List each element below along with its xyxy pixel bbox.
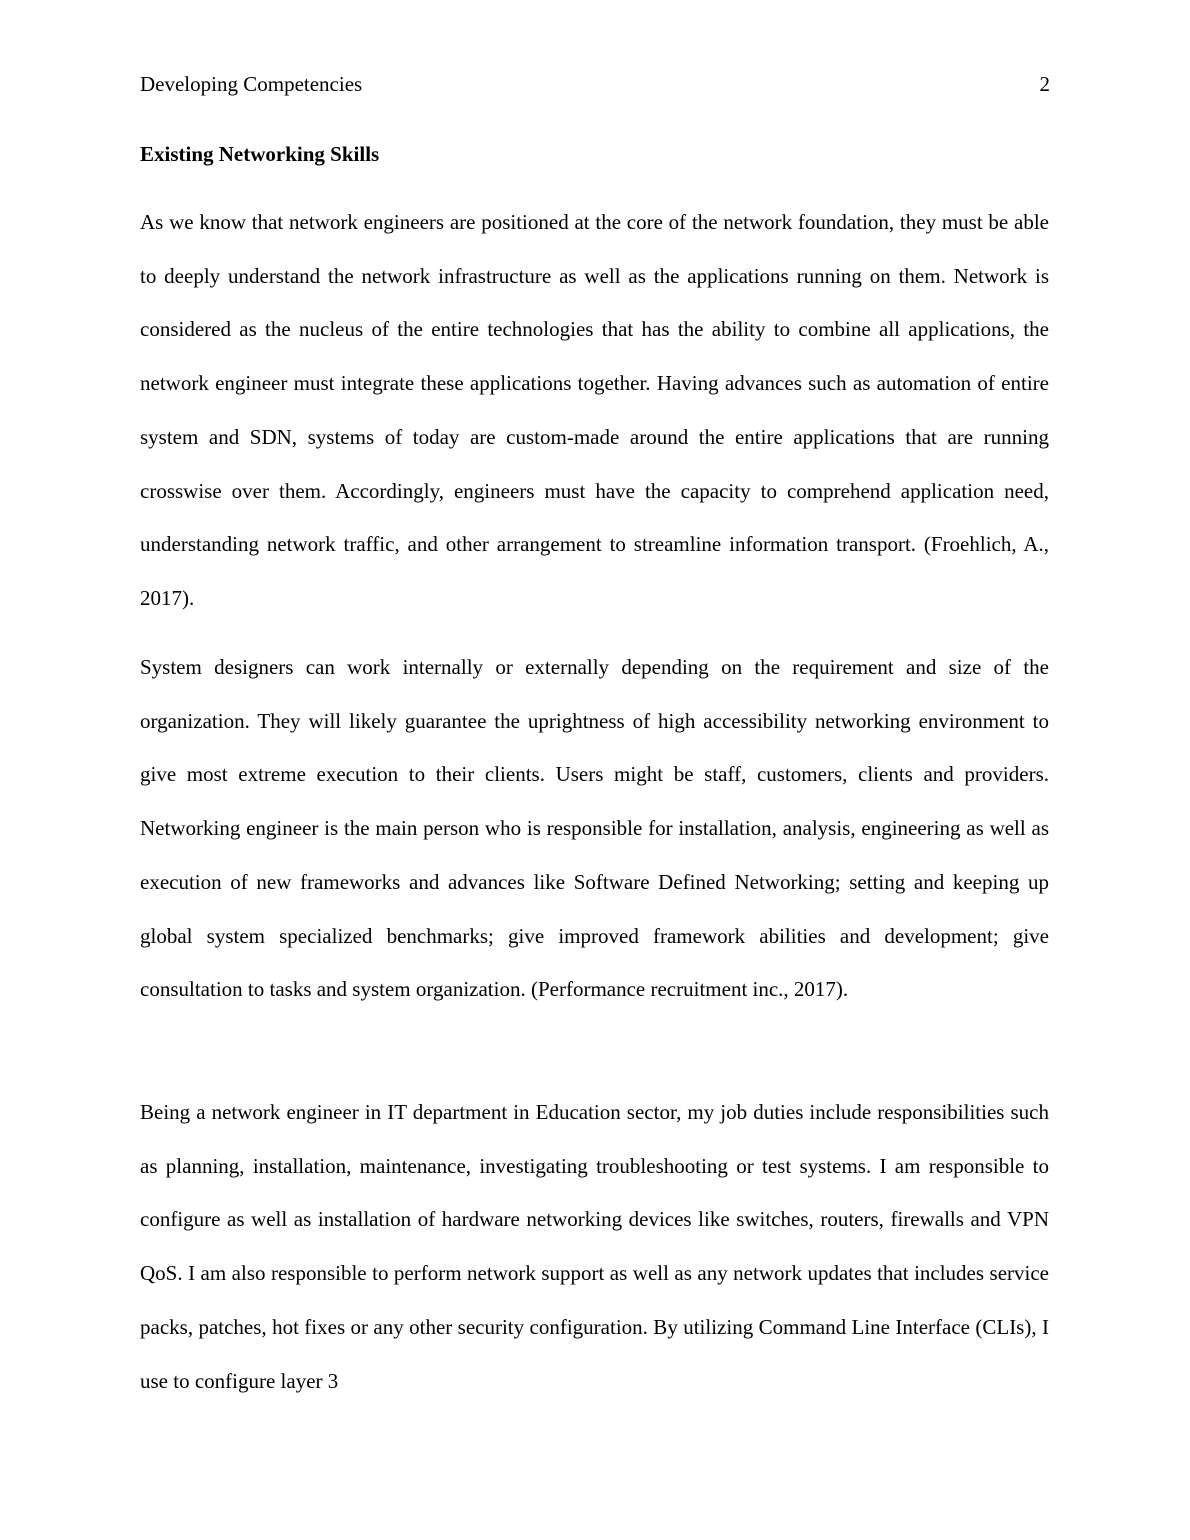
paragraph-2: System designers can work internally or externally depending on the requirement and size of the organization. They will likely guarantee the uprightness of high accessibility networking environment to give most extreme execution to their clients. Users might be staff, customers, clients and providers. Networking engineer is the main person who is responsible for installation, analysis, engineering as well as execution of new frameworks and advances like Software Defined Networking; setting and keeping up global system specialized benchmarks; give improved framework abilities and development; give consultation to tasks and system organization. (Performance recruitment inc., 2017). [140,655,1049,1002]
running-head: Developing Competencies [140,72,363,96]
section-heading: Existing Networking Skills [140,142,380,166]
page-number: 2 [1039,72,1050,96]
paragraph-1: As we know that network engineers are positioned at the core of the network foundation, they must be able to deeply understand the network infrastructure as well as the applications running on them. Network is considered as the nucleus of the entire technologies that has the ability to combine all applications, the network engineer must integrate these applications together. Having advances such as automation of entire system and SDN, systems of today are custom-made around the entire applications that are running crosswise over them. Accordingly, engineers must have the capacity to comprehend application need, understanding network traffic, and other arrangement to streamline information transport. (Froehlich, A., 2017). [140,210,1049,610]
paragraph-3: Being a network engineer in IT department in Education sector, my job duties include responsibilities such as planning, installation, maintenance, investigating troubleshooting or test systems. I am responsible to configure as well as installation of hardware networking devices like switches, routers, firewalls and VPN QoS. I am also responsible to perform network support as well as any network updates that includes service packs, patches, hot fixes or any other security configuration. By utilizing Command Line Interface (CLIs), I use to configure layer 3 [140,1100,1049,1393]
